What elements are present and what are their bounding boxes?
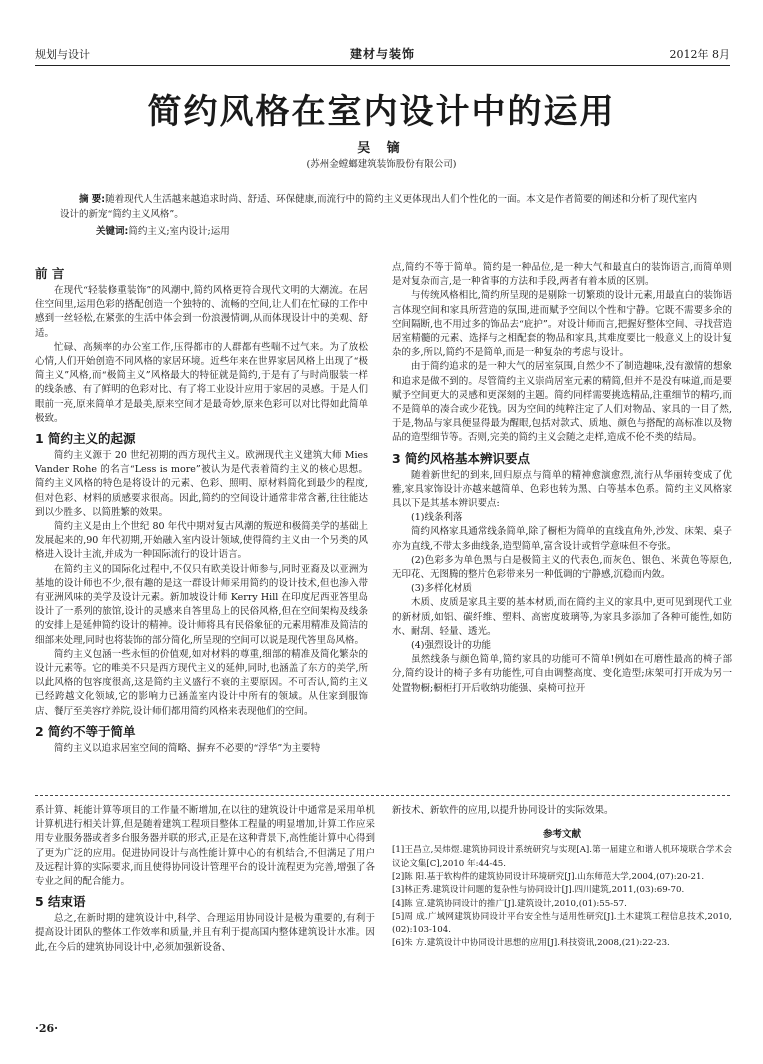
paragraph: 由于简约追求的是一种大气的居室氛围,自然少不了制造趣味,没有激情的想象和追求是做不到的。尽管简约主义崇尚居室元素的精简,但并不是没有味道,而是要赋予空间更大的灵感和更深刻的主题。简约同样需要挑选精品,注重细节的精巧,而不是简单的凑合或少花钱。因为空间的纯粹注定了人们对物品、家具的一目了然,于是,物品与家具便显得最为醒眼,包括对款式、质地、颜色与搭配的高标准以及物品的造型细节等。否则,完美的简约主义会随之走样,造成不伦不类的结局。: [392, 361, 732, 444]
article-title: 简约风格在室内设计中的运用: [147, 92, 616, 132]
paragraph: 木质、皮质是家具主要的基本材质,而在简约主义的家具中,更可见到现代工业的新材质,如铝、碳纤维、塑料、高密度玻璃等,为家具多添加了各种可能性,如防水、耐刮、轻量、透光。: [392, 597, 732, 637]
subheading: (4)强烈设计的功能: [411, 640, 491, 652]
reference-item: [2]陈 阳.基于软构件的建筑协同设计环境研究[J].山东师范大学,2004,(07):20-21.: [392, 872, 705, 882]
heading-section-5: 5 结束语: [35, 894, 86, 910]
article-author: 吴 镝: [357, 141, 406, 156]
paragraph: 简约主义源于 20 世纪初期的西方现代主义。欧洲现代主义建筑大师 Mies Vander Rohe 的名言“Less is more”被认为是代表着简约主义的核心思想。简约主义风格的特色是将设计的元素、色彩、照明、原材料简化到最少的程度,但对色彩、材料的质感要求很高。因此,简约的空间设计通常非常含蓄,往往能达到以少胜多、以简胜繁的效果。: [35, 450, 368, 518]
abstract-text: 随着现代人生活越来越追求时尚、舒适、环保健康,而流行中的简约主义更体现出人们个性化的一面。本文是作者简要的阐述和分析了现代室内设计的新宠“简约主义风格”。: [60, 194, 698, 220]
left-column: [35, 261, 368, 791]
subheading: (1)线条利落: [411, 512, 463, 524]
paragraph: 简约主义包涵一些永恒的价值观,如对材料的尊重,细部的精准及简化繁杂的设计元素等。它的唯美不只是西方现代主义的延伸,同时,也涵盖了东方的美学,所以此风格的包容度很高,这是简约主义盛行不衰的主要原因。不可否认,简约主义已经跨越文化领域,它的影响力已涵盖室内设计中所有的领域。从住家到服饰店、餐厅至美容疗养院,设计师们都用简约风格来表现他们的空间。: [35, 648, 368, 717]
abstract: [60, 192, 705, 222]
paragraph: 与传统风格相比,简约所呈现的是剔除一切繁琐的设计元素,用最直白的装饰语言体现空间和家具所营造的氛围,进而赋予空间以个性和宁静。它既不需要多余的空间隔断,也不用过多的饰品去“庇护”。对设计师而言,把握好整体空间、寻找营造居室精髓的元素、选择与之相配套的物品和家具,其难度要比一般意义上的设计复杂的多,所以,简约不是简单,而是一种复杂的考虑与设计。: [392, 290, 732, 359]
bottom-right-column: [392, 804, 732, 1014]
right-column: [392, 261, 732, 791]
references-title: 参考文献: [542, 829, 581, 841]
heading-section-3: 3 简约风格基本辨识要点: [392, 450, 531, 466]
header-journal-name: 建材与装饰: [349, 47, 415, 61]
paragraph: (2)色彩多为单色黑与白是极简主义的代表色,而灰色、银色、米黄色等原色,无印花、无图腾的整片色彩带来另一种低调的宁静感,沉稳而内敛。: [392, 554, 732, 581]
paragraph: 简约主义是由上个世纪 80 年代中期对复古风潮的叛逆和极简美学的基础上发展起来的,90 年代初期,开始融入室内设计领域,使得简约主义由一个另类的风格进入设计主流,并成为一种国际流行的设计语言。: [35, 521, 368, 561]
paragraph: 简约主义以追求居室空间的简略、摒弃不必要的“浮华”为主要特: [54, 742, 321, 754]
running-header: [35, 44, 730, 64]
paragraph: 忙碌、高频率的办公室工作,压得都市的人群都有些喘不过气来。为了放松心情,人们开始创造不同风格的家居环境。近些年来在世界家居风格上出现了“极简主义”风格,而“极简主义”风格最大的特征就是简约,于是有了与时尚服装一样的线条感、有了鲜明的色彩对比、有了将工业设计应用于家居的灵感。于是人们眼前一亮,原来简单才是最美,原来空间才是最奇妙,原来色彩可以对比得如此简单极致。: [35, 341, 368, 424]
paragraph: 简约风格家具通常线条简单,除了橱柜为简单的直线直角外,沙发、床架、桌子亦为直线,不带太多曲线条,造型简单,富含设计或哲学意味但不夸张。: [392, 526, 732, 552]
paragraph: 总之,在新时期的建筑设计中,科学、合理运用协同设计是极为重要的,有利于提高设计团队的整体工作效率和质量,并且有利于提高国内整体建筑设计水准。因此,在今后的建筑协同设计中,必须加强新设备、: [35, 913, 375, 953]
keywords: [96, 223, 230, 237]
paragraph: 随着新世纪的到来,回归原点与简单的精神愈演愈烈,流行从华丽转变成了优雅,家具家饰设计亦越来越简单、色彩也转为黑、白等基本色系。简约主义风格家具以下是其基本辨识要点:: [392, 469, 732, 510]
paragraph: 在简约主义的国际化过程中,不仅只有欧美设计师参与,同时亚裔及以亚洲为基地的设计师也不少,很有趣的是这一群设计师采用简约的设计技术,但也渗入带有亚洲风味的美学及设计元素。新加坡设计师 Kerry Hill 在印度尼西亚答里岛设计了一系列的旅馆,设计的灵感来自答里岛上的民俗风格,但在空间架构及线条的安排上是延伸简约设计的精神。设计师将具有民俗象征的元素用精准及简洁的细部来处理,同时也将装饰的部分简化,所呈现的空间可以说是现代答里岛风格。: [35, 563, 368, 646]
paragraph: 新技术、新软件的应用,以提升协同设计的实际效果。: [392, 805, 614, 816]
reference-item: [6]朱 方.建筑设计中协同设计思想的应用[J].科技资讯,2008,(21):22-23.: [392, 938, 670, 949]
keywords-text: 简约主义;室内设计;运用: [128, 226, 230, 237]
reference-item: [4]陈 宣.建筑协同设计的推广[J].建筑设计,2010,(01):55-57.: [392, 898, 627, 909]
keywords-label: 关键词:: [96, 226, 129, 237]
reference-item: [3]林正秀.建筑设计问题的复杂性与协同设计[J].四川建筑,2011,(03):69-70.: [392, 885, 685, 896]
bottom-left-column: [35, 804, 375, 1014]
heading-section-2: 2 简约不等于简单: [35, 723, 136, 739]
article-affiliation: (苏州金螳螂建筑装饰股份有限公司): [306, 159, 457, 170]
paragraph: 点,简约不等于简单。简约是一种品位,是一种大气和最直白的装饰语言,而简单则是对复杂而言,是一种省事的方法和手段,两者有着本质的区别。: [392, 262, 732, 288]
heading-intro: 前 言: [35, 266, 65, 281]
reference-item: [5]周 成.广域网建筑协同设计平台安全性与适用性研究[J].土木建筑工程信息技术,2010,(02):103-104.: [392, 911, 732, 936]
abstract-label: 摘 要:: [79, 194, 106, 205]
paragraph: 系计算、耗能计算等项目的工作量不断增加,在以往的建筑设计中通常是采用单机计算机进行相关计算,但是随着建筑工程项目整体工程量的明显增加,计算工作应采用专业服务器或者多台服务器并联的形式,正是在这种背景下,高性能计算中心得到了更为广泛的应用。促进协同设计与高性能计算中心的有机结合,不但满足了用户及远程计算的实际要求,而且使得协同设计管理平台的设计流程更为完善,增强了各专业之间的配合能力。: [35, 805, 375, 888]
heading-section-1: 1 简约主义的起源: [35, 431, 136, 447]
subheading: (3)多样化材质: [411, 583, 472, 595]
paragraph: 虽然线条与颜色简单,简约家具的功能可不简单!例如在可磨性最高的椅子部分,简约设计的椅子多有功能性,可自由调整高度、变化造型;床架可打开成为另一处置物橱;橱柜打开后收纳功能强、桌椅可拉开: [392, 654, 732, 694]
header-rule: [35, 65, 730, 66]
section-divider: [35, 795, 730, 796]
paragraph: 在现代“轻装修重装饰”的风潮中,简约风格更符合现代文明的大潮流。在居住空间里,运用色彩的搭配创造一个独特的、流畅的空间,让人们在忙碌的工作中感到一丝轻松,在紧张的生活中体会到一份浪漫情调,从而体现设计中的美观、舒适。: [35, 285, 368, 339]
header-date: 2012年 8月: [669, 48, 730, 61]
page-number: ·26·: [35, 1022, 58, 1035]
header-section: 规划与设计: [35, 48, 90, 61]
reference-item: [1]王昌立,吴炜煜.建筑协同设计系统研究与实现[A].第一届建立和谐人机环境联合学术会议论文集[C],2010 年:44-45.: [392, 845, 732, 869]
